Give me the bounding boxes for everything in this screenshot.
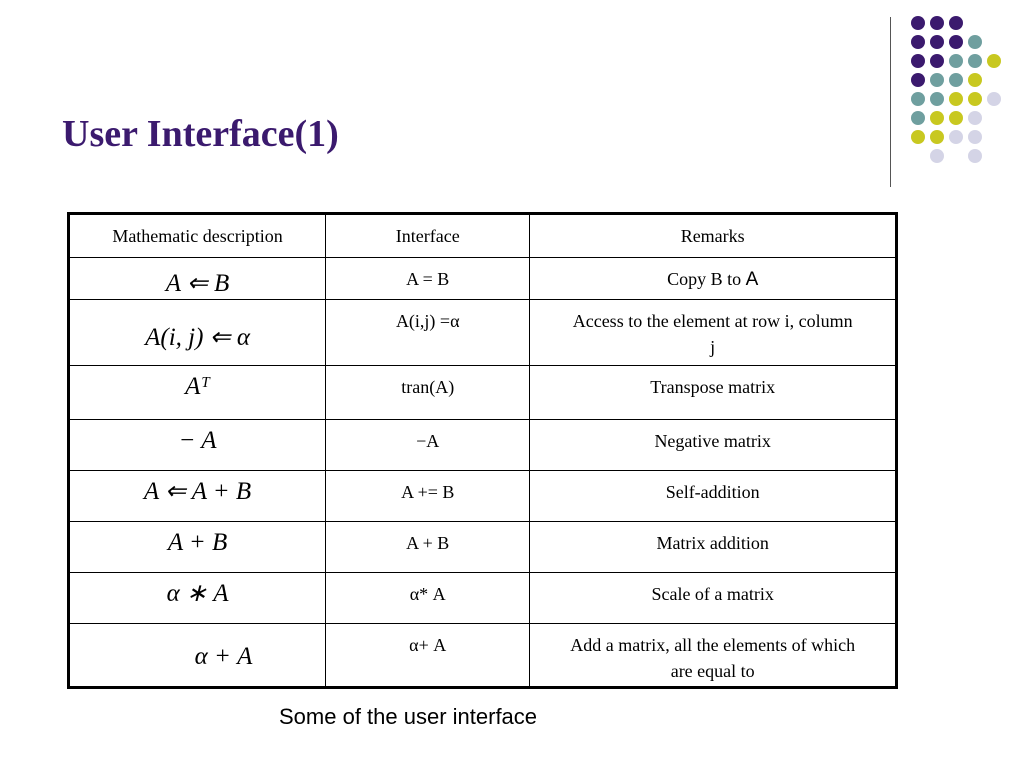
math-cell: A + B bbox=[69, 522, 326, 573]
interface-cell: tran(A) bbox=[326, 366, 530, 420]
decor-dot bbox=[987, 54, 1001, 68]
table-row bbox=[69, 300, 897, 366]
math-cell: α ∗ A bbox=[69, 573, 326, 624]
decor-dot bbox=[968, 130, 982, 144]
decor-dot bbox=[949, 54, 963, 68]
decor-dot bbox=[968, 111, 982, 125]
decor-dot bbox=[930, 130, 944, 144]
decor-dot bbox=[911, 35, 925, 49]
decor-dot bbox=[930, 16, 944, 30]
decor-dot bbox=[968, 73, 982, 87]
remark-cell bbox=[530, 258, 897, 300]
interface-cell: A + B bbox=[326, 522, 530, 573]
header-interface: Interface bbox=[326, 214, 530, 258]
decor-dot bbox=[949, 35, 963, 49]
interface-cell: α+ A bbox=[326, 624, 530, 688]
decor-dot bbox=[911, 130, 925, 144]
math-cell: A ⇐ A + B bbox=[69, 471, 326, 522]
interface-cell: A = B bbox=[326, 258, 530, 300]
decorative-dot-grid bbox=[0, 0, 1024, 200]
interface-cell: A(i,j) =α bbox=[326, 300, 530, 366]
decor-dot bbox=[949, 111, 963, 125]
remark-cell: Add a matrix, all the elements of which are equal to bbox=[530, 624, 897, 688]
remark-cell: Transpose matrix bbox=[530, 366, 897, 420]
decor-dot bbox=[930, 35, 944, 49]
decor-dot bbox=[968, 149, 982, 163]
decor-dot bbox=[949, 92, 963, 106]
interface-cell: A += B bbox=[326, 471, 530, 522]
math-cell: A ⇐ B bbox=[69, 258, 326, 300]
decor-dot bbox=[968, 54, 982, 68]
remark-cell: Matrix addition bbox=[530, 522, 897, 573]
table-row bbox=[69, 258, 897, 300]
decor-dot bbox=[911, 54, 925, 68]
decor-dot bbox=[911, 111, 925, 125]
remark-text: Copy B to bbox=[667, 269, 746, 289]
table-row bbox=[69, 420, 897, 471]
decor-dot bbox=[968, 92, 982, 106]
math-cell: Aᵀ bbox=[69, 366, 326, 420]
decor-dot bbox=[930, 92, 944, 106]
remark-cell: Access to the element at row i, column j bbox=[530, 300, 897, 366]
user-interface-table bbox=[67, 212, 898, 689]
interface-cell: α* A bbox=[326, 573, 530, 624]
table-row bbox=[69, 624, 897, 688]
interface-cell: −A bbox=[326, 420, 530, 471]
decor-dot bbox=[930, 111, 944, 125]
header-math-description: Mathematic description bbox=[69, 214, 326, 258]
remark-suffix: A bbox=[745, 269, 759, 290]
decor-dot bbox=[968, 35, 982, 49]
decor-dot bbox=[930, 54, 944, 68]
decor-dot bbox=[911, 16, 925, 30]
vertical-divider bbox=[890, 17, 891, 187]
decor-dot bbox=[949, 73, 963, 87]
remark-cell: Self-addition bbox=[530, 471, 897, 522]
decor-dot bbox=[987, 92, 1001, 106]
remark-cell: Negative matrix bbox=[530, 420, 897, 471]
table-header-row bbox=[69, 214, 897, 258]
decor-dot bbox=[949, 16, 963, 30]
table-row bbox=[69, 522, 897, 573]
math-cell: α + A bbox=[69, 624, 326, 688]
decor-dot bbox=[911, 92, 925, 106]
math-cell: − A bbox=[69, 420, 326, 471]
decor-dot bbox=[930, 149, 944, 163]
table-row bbox=[69, 573, 897, 624]
slide-title: User Interface(1) bbox=[62, 113, 339, 155]
remark-cell: Scale of a matrix bbox=[530, 573, 897, 624]
decor-dot bbox=[949, 130, 963, 144]
table-row bbox=[69, 366, 897, 420]
decor-dot bbox=[930, 73, 944, 87]
math-cell: A(i, j) ⇐ α bbox=[69, 300, 326, 366]
table-caption: Some of the user interface bbox=[279, 704, 538, 729]
header-remarks: Remarks bbox=[530, 214, 897, 258]
decor-dot bbox=[911, 73, 925, 87]
table-row bbox=[69, 471, 897, 522]
